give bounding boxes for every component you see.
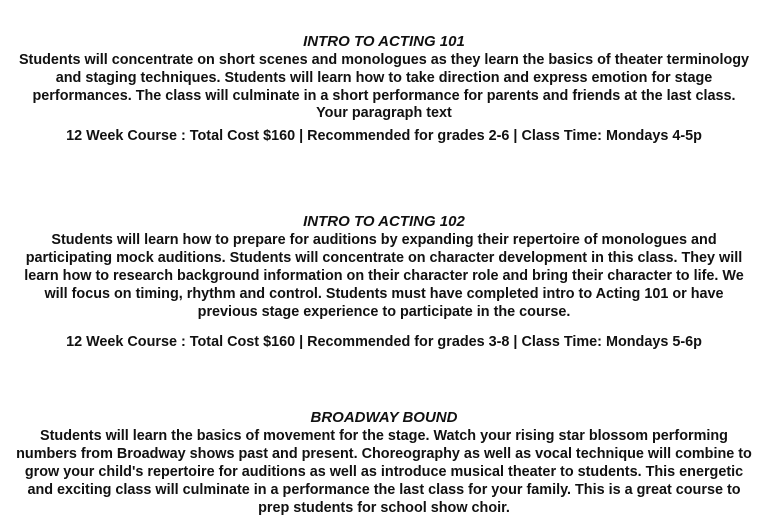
course-details: 12 Week Course : Total Cost $160 | Recommended for grades 3-8 | Class Time: Mondays 5-6p — [66, 334, 702, 350]
course-broadway-bound — [14, 409, 754, 517]
course-title: INTRO TO ACTING 101 — [303, 33, 465, 50]
placeholder-paragraph-text: Your paragraph text — [316, 105, 452, 121]
course-title: BROADWAY BOUND — [310, 409, 458, 426]
course-title: INTRO TO ACTING 102 — [303, 213, 465, 230]
course-details: 12 Week Course : Total Cost $160 | Recommended for grades 2-6 | Class Time: Mondays 4-5p — [66, 128, 702, 144]
course-intro-to-acting-101 — [14, 33, 754, 145]
course-description: Students will learn the basics of movement for the stage. Watch your rising star blossom performing numbers from Broadway shows past and present. Choreography as well as vocal technique will combine to grow your child's repertoire for auditions as well as introduce musical theater to students. This energetic and exciting class will culminate in a performance the last class for your family. This is a great course to prep students for school show choir. — [16, 428, 752, 516]
course-intro-to-acting-102 — [14, 213, 754, 351]
course-description: Students will learn how to prepare for auditions by expanding their repertoire of monologues and participating mock auditions. Students will concentrate on character development in this class. They will learn how to research background information on their character role and bring their character to life. We will focus on timing, rhythm and control. Students must have completed intro to Acting 101 or have previous stage experience to participate in the course. — [24, 232, 744, 320]
course-description: Students will concentrate on short scenes and monologues as they learn the basics of theater terminology and staging techniques. Students will learn how to take direction and express emotion for stage performances. The class will culminate in a short performance for parents and friends at the last class. — [18, 52, 750, 104]
